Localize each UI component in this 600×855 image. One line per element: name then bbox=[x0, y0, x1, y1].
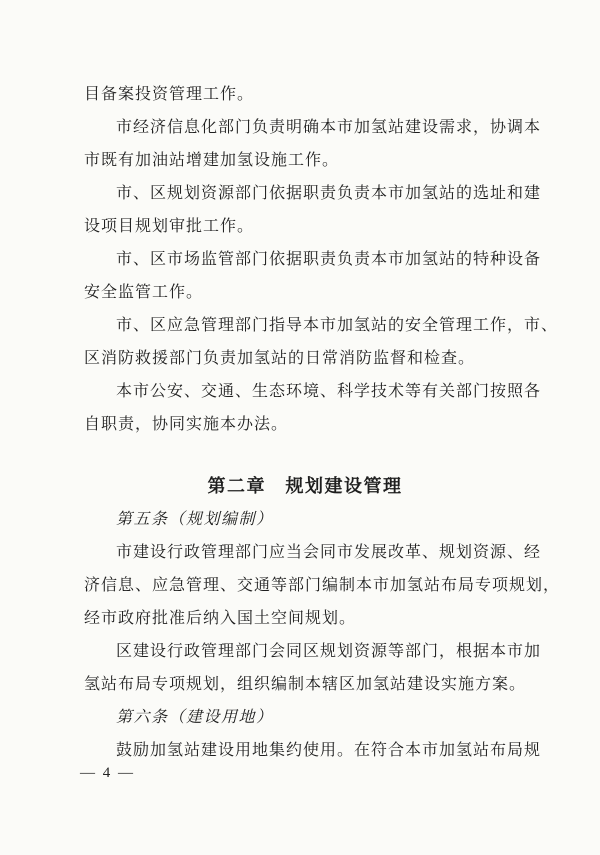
chapter-heading: 第二章 规划建设管理 bbox=[207, 476, 403, 496]
document-line: 市既有加油站增建加氢设施工作。 bbox=[84, 152, 340, 169]
document-line: 市、区应急管理部门指导本市加氢站的安全管理工作，市、 bbox=[116, 317, 559, 334]
document-line: 市、区规划资源部门依据职责负责本市加氢站的选址和建 bbox=[116, 185, 542, 202]
document-line: 安全监管工作。 bbox=[84, 284, 204, 301]
document-line: 区建设行政管理部门会同区规划资源等部门，根据本市加 bbox=[116, 643, 542, 660]
document-line: 经市政府批准后纳入国土空间规划。 bbox=[84, 610, 357, 627]
document-line: 设项目规划审批工作。 bbox=[84, 218, 255, 235]
document-line: 自职责，协同实施本办法。 bbox=[84, 416, 289, 433]
document-line: 氢站布局专项规划，组织编制本辖区加氢站建设实施方案。 bbox=[84, 676, 527, 693]
document-line: 市经济信息化部门负责明确本市加氢站建设需求，协调本 bbox=[116, 119, 542, 136]
page-number-footer: — 4 — bbox=[80, 765, 135, 781]
document-line: 目备案投资管理工作。 bbox=[84, 86, 255, 103]
document-line: 市、区市场监管部门依据职责负责本市加氢站的特种设备 bbox=[116, 251, 542, 268]
article-heading: 第六条（建设用地） bbox=[116, 709, 274, 726]
document-line: 鼓励加氢站建设用地集约使用。在符合本市加氢站布局规 bbox=[116, 742, 542, 759]
document-line: 本市公安、交通、生态环境、科学技术等有关部门按照各 bbox=[116, 383, 542, 400]
document-line: 区消防救援部门负责加氢站的日常消防监督和检查。 bbox=[84, 350, 476, 367]
document-line: 济信息、应急管理、交通等部门编制本市加氢站布局专项规划， bbox=[84, 577, 561, 594]
document-line: 市建设行政管理部门应当会同市发展改革、规划资源、经 bbox=[116, 544, 542, 561]
document-text-block bbox=[84, 78, 561, 767]
article-heading: 第五条（规划编制） bbox=[116, 511, 274, 528]
